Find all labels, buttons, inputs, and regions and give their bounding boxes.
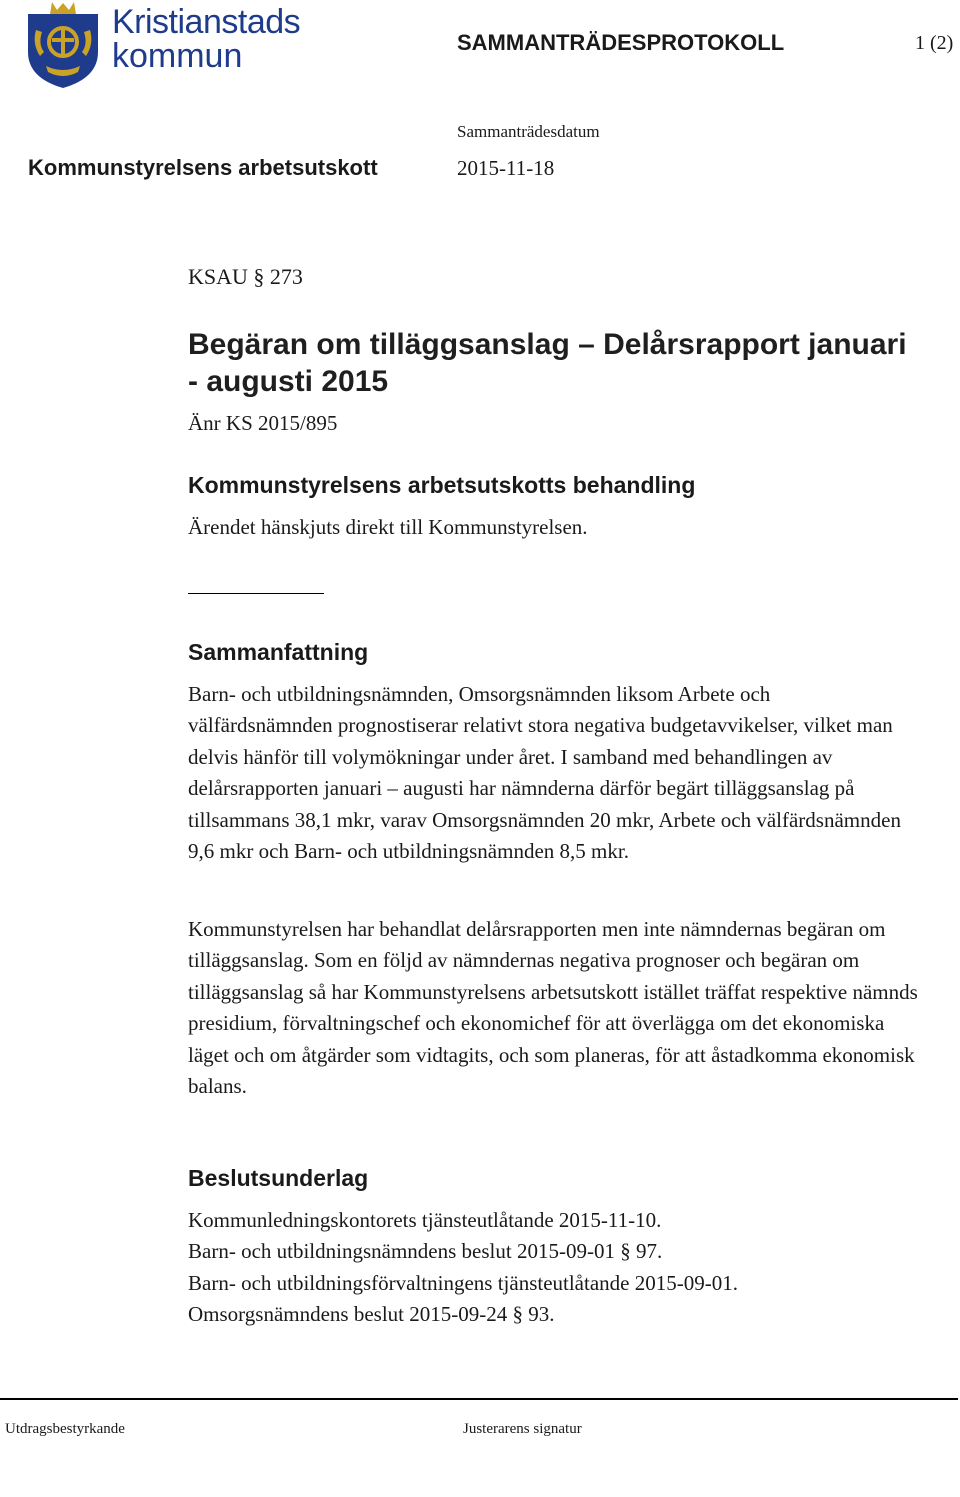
- item-title: Begäran om tilläggsanslag – Delårsrapport januari - augusti 2015: [188, 328, 907, 398]
- footer-divider: [0, 1398, 958, 1400]
- paragraph-number: KSAU § 273: [188, 264, 303, 289]
- adjuster-signature-label: Justerarens signatur: [463, 1421, 582, 1437]
- summary-paragraph: Barn- och utbildningsnämnden, Omsorgsnämnden liksom Arbete och välfärdsnämnden prognostiserar relativt stora negativa budgetavvikelser, vilket man delvis hänför till volymökningar under året. I samband med behandlingen av delårsrapporten januari – augusti har nämnderna därför begärt tilläggsanslag på tillsammans 38,1 mkr, varav Omsorgsnämnden 20 mkr, Arbete och välfärdsnämnden 9,6 mkr och Barn- och utbildningsnämnden 8,5 mkr.: [188, 682, 901, 864]
- decision-basis-list: [188, 1205, 918, 1331]
- summary-paragraph: Kommunstyrelsen har behandlat delårsrapporten men inte nämndernas begäran om tilläggsanslag. Som en följd av nämndernas negativa prognoser och begäran om tilläggsanslag så har Kommunstyrelsens arbetsutskott istället träffat respektive nämnds presidium, förvaltningschef och ekonomichef för att överlägga om det ekonomiska läget och om åtgärder som vidtagits, och som planeras, för att åstadkomma ekonomisk balans.: [188, 917, 918, 1099]
- decision-basis-item: Barn- och utbildningsnämndens beslut 2015-09-01 § 97.: [188, 1239, 663, 1264]
- logo-text-line1: Kristianstads: [112, 3, 301, 41]
- decision-basis-heading: Beslutsunderlag: [188, 1165, 369, 1191]
- page-number: 1 (2): [915, 32, 954, 54]
- decision-basis-item: Omsorgsnämndens beslut 2015-09-24 § 93.: [188, 1302, 555, 1327]
- municipality-logo: [22, 0, 302, 90]
- coat-of-arms-icon: [22, 0, 104, 90]
- certification-label: Utdragsbestyrkande: [5, 1421, 125, 1437]
- summary-heading: Sammanfattning: [188, 639, 369, 665]
- section-divider: [188, 593, 324, 594]
- logo-text-line2: kommun: [112, 37, 243, 75]
- decision-basis-item: Barn- och utbildningsförvaltningens tjänsteutlåtande 2015-09-01.: [188, 1270, 738, 1295]
- decision-basis-item: Kommunledningskontorets tjänsteutlåtande 2015-11-10.: [188, 1208, 662, 1232]
- case-number: Änr KS 2015/895: [188, 411, 338, 435]
- treatment-text: Ärendet hänskjuts direkt till Kommunstyrelsen.: [188, 515, 588, 539]
- meeting-date-label: Sammanträdesdatum: [457, 122, 600, 141]
- meeting-date: 2015-11-18: [457, 156, 555, 180]
- treatment-heading: Kommunstyrelsens arbetsutskotts behandling: [188, 472, 696, 498]
- committee-name: Kommunstyrelsens arbetsutskott: [28, 155, 378, 180]
- document-type: SAMMANTRÄDESPROTOKOLL: [457, 30, 785, 55]
